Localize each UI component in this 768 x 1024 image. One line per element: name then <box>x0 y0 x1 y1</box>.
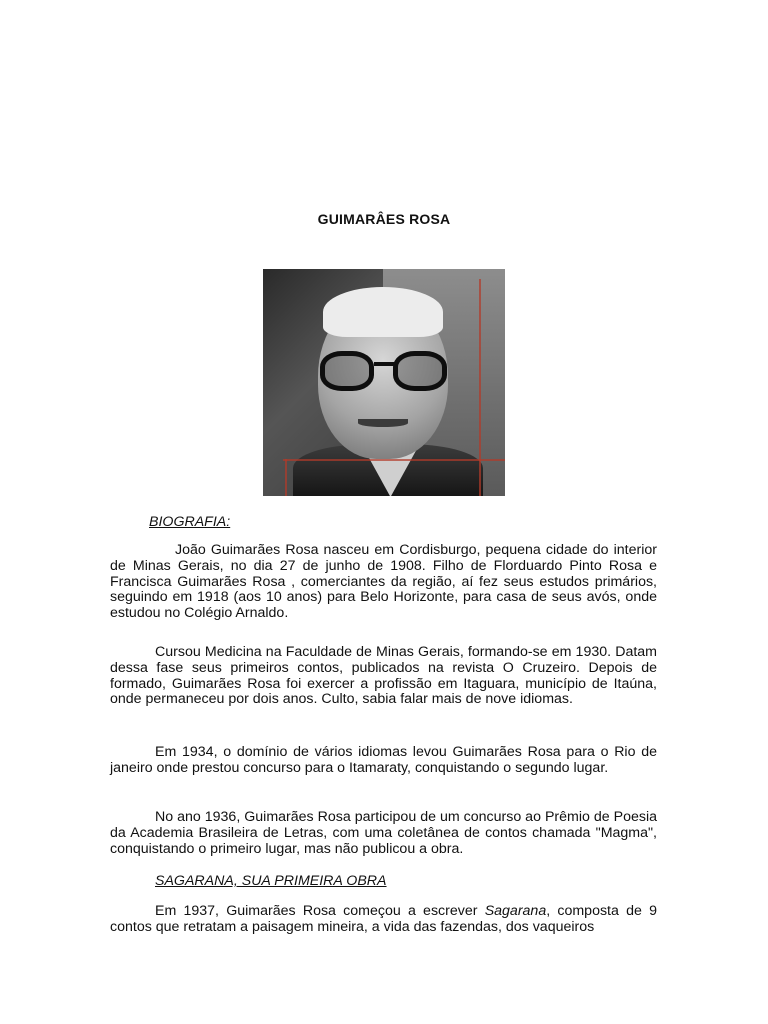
paragraph-5-start: Em 1937, Guimarães Rosa começou a escrever <box>155 903 485 919</box>
biografia-heading: BIOGRAFIA: <box>149 514 231 530</box>
paragraph-5 <box>110 904 657 936</box>
paragraph-4: No ano 1936, Guimarães Rosa participou de um concurso ao Prêmio de Poesia da Academia Brasileira de Letras, com uma coletânea de contos chamada "Magma", conquistando o primeiro lugar, mas não publicou a obra. <box>110 809 657 857</box>
paragraph-2: Cursou Medicina na Faculdade de Minas Gerais, formando-se em 1930. Datam dessa fase seus primeiros contos, publicados na revista O Cruzeiro. Depois de formado, Guimarães Rosa foi exercer a profissão em Itaguara, município de Itaúna, onde permaneceu por dois anos. Culto, sabia falar mais de nove idiomas. <box>110 644 657 708</box>
page-title: GUIMARÂES ROSA <box>317 211 451 227</box>
paragraph-1: João Guimarães Rosa nasceu em Cordisburgo, pequena cidade do interior de Minas Gerais, no dia 27 de junho de 1908. Filho de Florduardo Pinto Rosa e Francisca Guimarães Rosa , comerciantes da região, aí fez seus estudos primários, seguindo em 1918 (aos 10 anos) para Belo Horizonte, para casa de seus avós, onde estudou no Colégio Arnaldo. <box>110 542 657 622</box>
paragraph-3: Em 1934, o domínio de vários idiomas levou Guimarães Rosa para o Rio de janeiro onde prestou concurso para o Itamaraty, conquistando o segundo lugar. <box>110 744 657 776</box>
paragraph-5-book-title: Sagarana <box>484 903 547 919</box>
portrait-photo <box>263 269 505 496</box>
paragraph-5-end: , composta de 9 contos que retratam a paisagem mineira, a vida das fazendas, dos vaqueiros <box>110 903 657 935</box>
sagarana-heading: SAGARANA, SUA PRIMEIRA OBRA <box>155 873 387 889</box>
